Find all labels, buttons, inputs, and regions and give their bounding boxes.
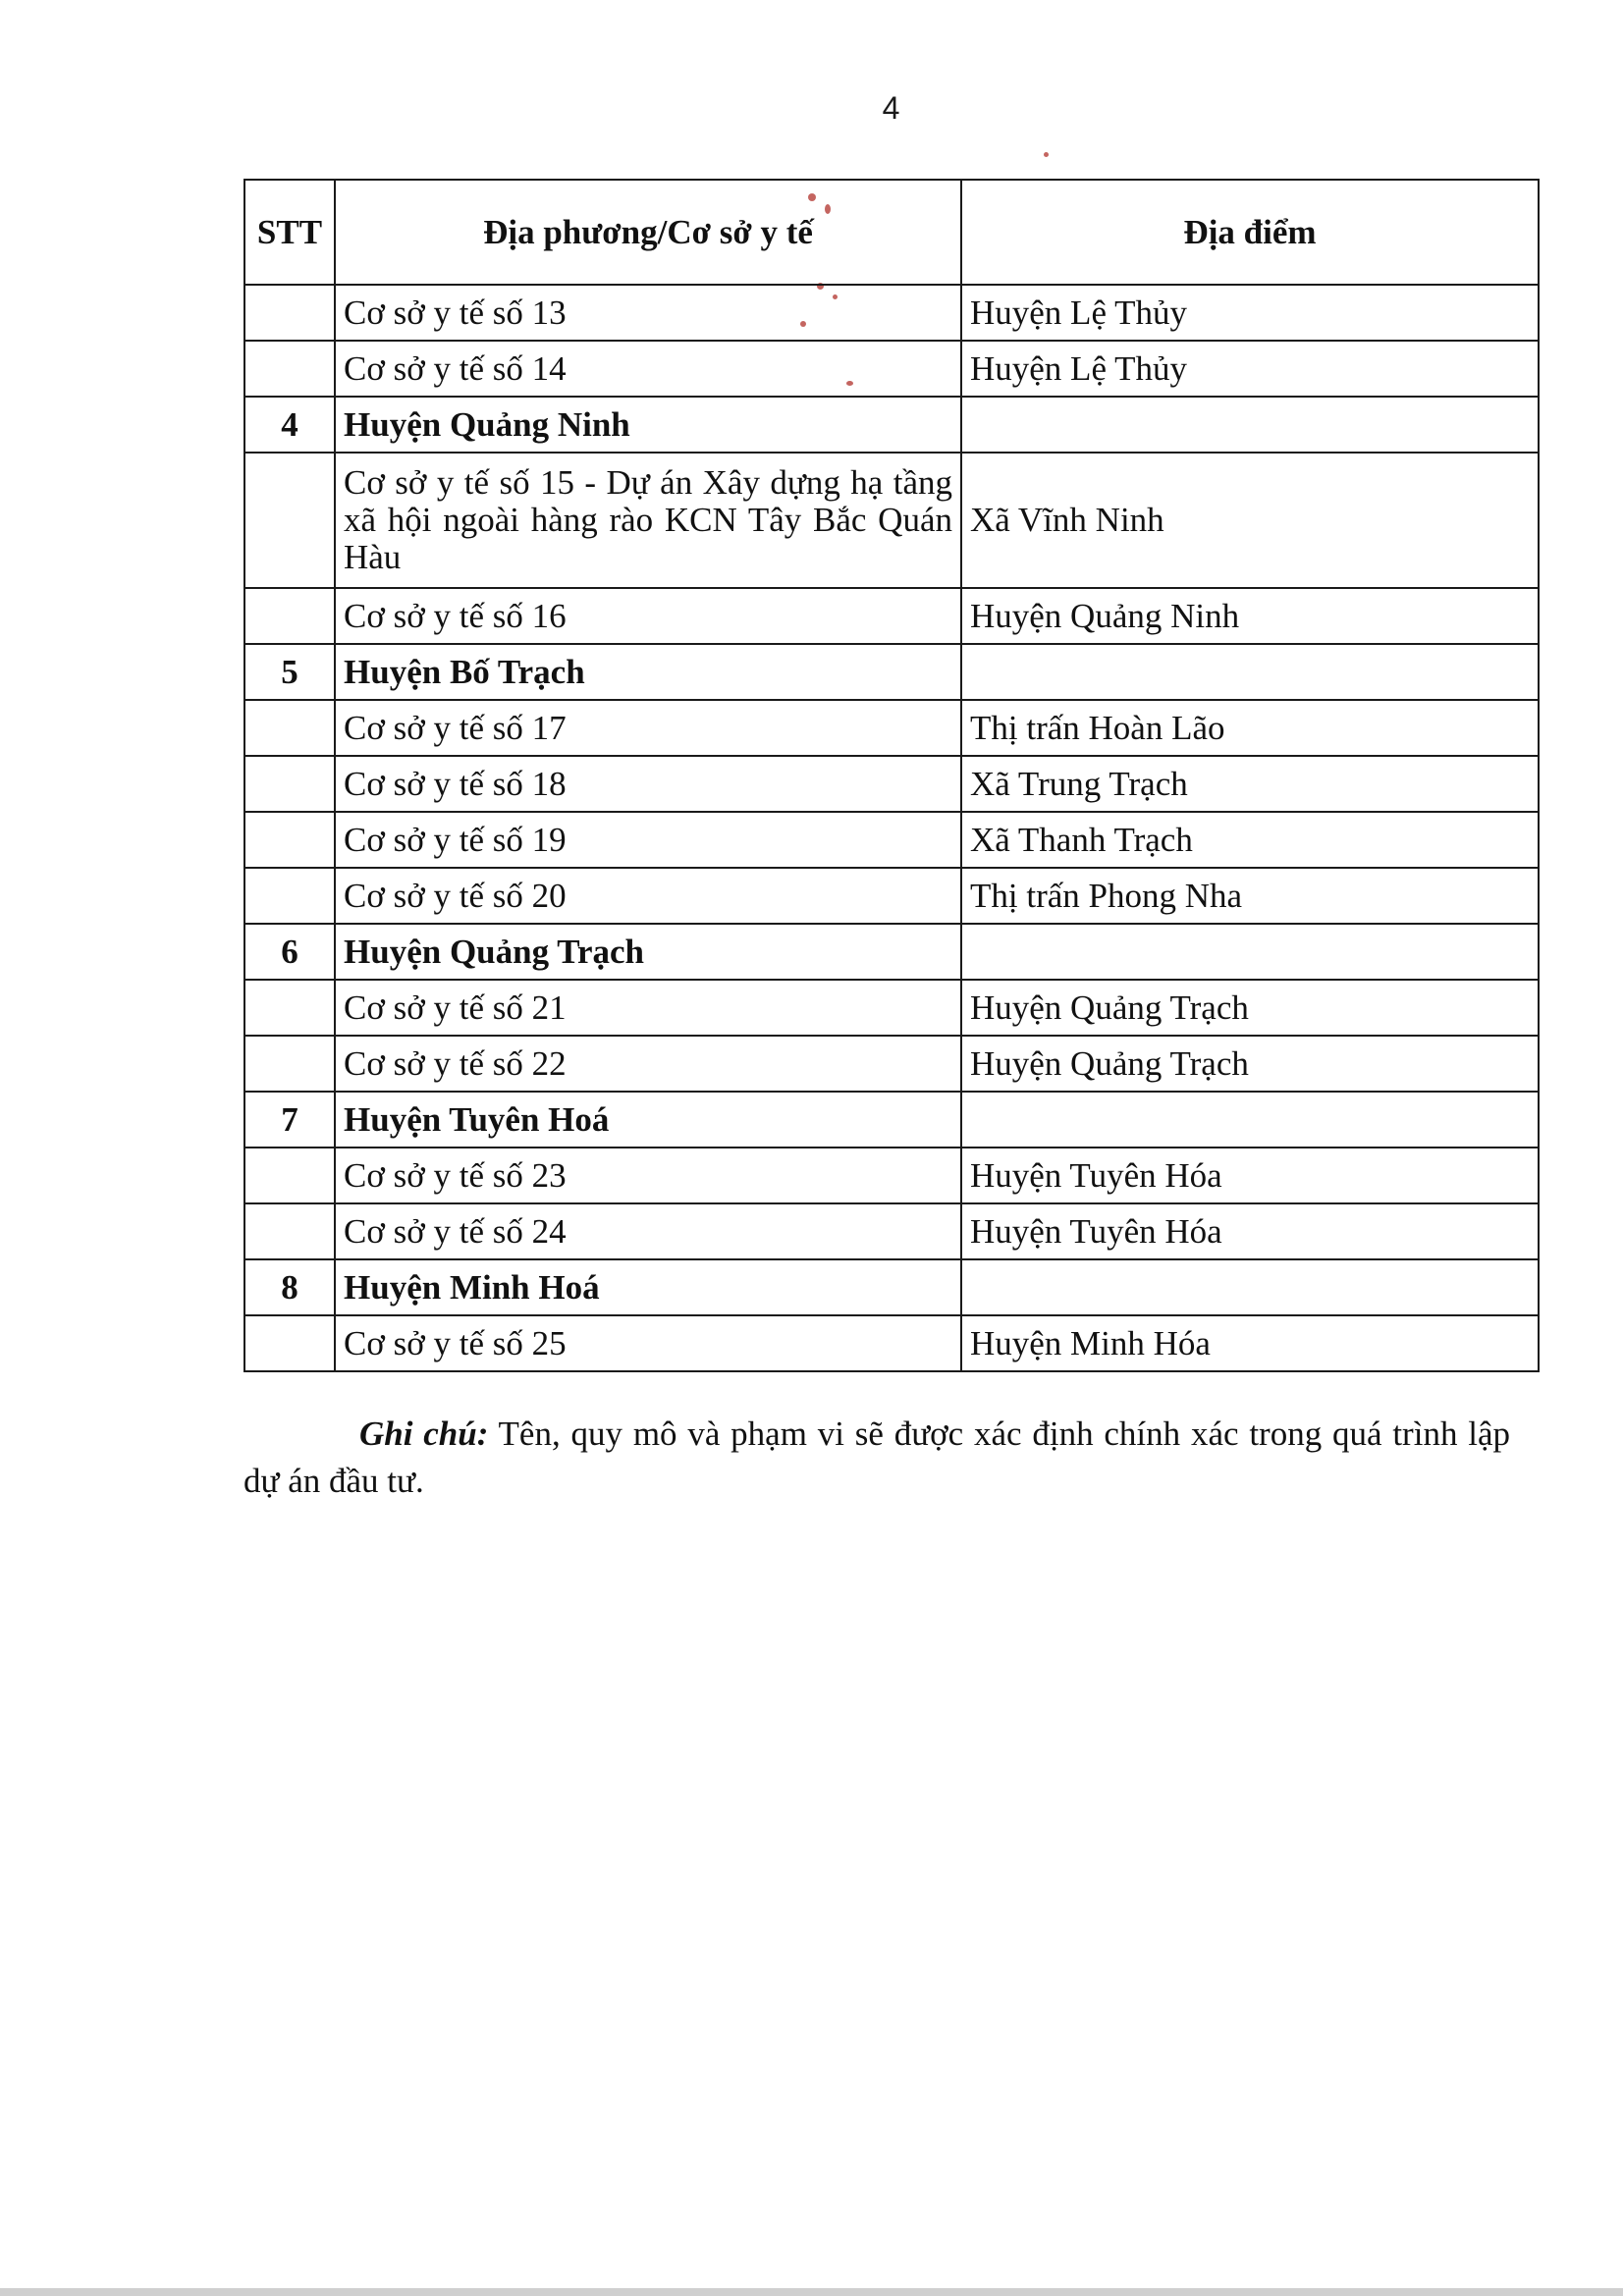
cell-stt <box>244 868 335 924</box>
cell-facility: Cơ sở y tế số 17 <box>335 700 961 756</box>
cell-stt: 4 <box>244 397 335 453</box>
table-row <box>244 868 1539 924</box>
cell-stt: 5 <box>244 644 335 700</box>
cell-facility: Cơ sở y tế số 22 <box>335 1036 961 1092</box>
cell-stt <box>244 700 335 756</box>
note-text: Tên, quy mô và phạm vi sẽ được xác định chính xác trong quá trình lập dự án đầu tư. <box>243 1415 1510 1500</box>
cell-district: Huyện Minh Hoá <box>335 1259 961 1315</box>
cell-location: Huyện Minh Hóa <box>961 1315 1539 1371</box>
cell-location: Huyện Quảng Ninh <box>961 588 1539 644</box>
cell-location: Huyện Tuyên Hóa <box>961 1203 1539 1259</box>
cell-stt: 7 <box>244 1092 335 1148</box>
cell-facility: Cơ sở y tế số 20 <box>335 868 961 924</box>
table-row <box>244 1036 1539 1092</box>
note <box>243 1411 1510 1505</box>
table-row <box>244 980 1539 1036</box>
cell-location: Xã Thanh Trạch <box>961 812 1539 868</box>
cell-facility: Cơ sở y tế số 25 <box>335 1315 961 1371</box>
cell-facility: Cơ sở y tế số 24 <box>335 1203 961 1259</box>
cell-facility: Cơ sở y tế số 21 <box>335 980 961 1036</box>
header-stt: STT <box>244 180 335 285</box>
note-label: Ghi chú: <box>359 1415 489 1453</box>
cell-location <box>961 1092 1539 1148</box>
table-group-row <box>244 924 1539 980</box>
cell-district: Huyện Quảng Ninh <box>335 397 961 453</box>
cell-location: Huyện Lệ Thủy <box>961 285 1539 341</box>
cell-location <box>961 397 1539 453</box>
facility-table <box>243 179 1540 1372</box>
cell-facility: Cơ sở y tế số 23 <box>335 1148 961 1203</box>
cell-stt <box>244 1203 335 1259</box>
cell-district: Huyện Tuyên Hoá <box>335 1092 961 1148</box>
table-group-row <box>244 644 1539 700</box>
scan-bottom-edge <box>0 2288 1623 2296</box>
cell-district: Huyện Quảng Trạch <box>335 924 961 980</box>
cell-stt <box>244 756 335 812</box>
header-name: Địa phương/Cơ sở y tế <box>335 180 961 285</box>
cell-stt <box>244 1036 335 1092</box>
table-row <box>244 1203 1539 1259</box>
cell-stt: 8 <box>244 1259 335 1315</box>
cell-location: Thị trấn Hoàn Lão <box>961 700 1539 756</box>
cell-stt <box>244 341 335 397</box>
table-body <box>244 285 1539 1371</box>
table-row <box>244 1148 1539 1203</box>
cell-location <box>961 644 1539 700</box>
table-group-row <box>244 1259 1539 1315</box>
cell-location <box>961 1259 1539 1315</box>
table-row <box>244 285 1539 341</box>
table-row <box>244 341 1539 397</box>
cell-facility: Cơ sở y tế số 14 <box>335 341 961 397</box>
cell-stt <box>244 980 335 1036</box>
cell-stt <box>244 1148 335 1203</box>
table-row <box>244 1315 1539 1371</box>
cell-stt <box>244 588 335 644</box>
cell-location: Xã Trung Trạch <box>961 756 1539 812</box>
table-header-row <box>244 180 1539 285</box>
cell-stt <box>244 453 335 588</box>
cell-location <box>961 924 1539 980</box>
cell-location: Huyện Quảng Trạch <box>961 980 1539 1036</box>
cell-facility: Cơ sở y tế số 15 - Dự án Xây dựng hạ tầng xã hội ngoài hàng rào KCN Tây Bắc Quán Hàu <box>335 453 961 588</box>
table-row <box>244 700 1539 756</box>
cell-location: Thị trấn Phong Nha <box>961 868 1539 924</box>
table-row <box>244 812 1539 868</box>
cell-stt <box>244 1315 335 1371</box>
cell-facility: Cơ sở y tế số 19 <box>335 812 961 868</box>
page-number: 4 <box>882 90 900 126</box>
cell-facility: Cơ sở y tế số 18 <box>335 756 961 812</box>
header-place: Địa điểm <box>961 180 1539 285</box>
cell-location: Huyện Lệ Thủy <box>961 341 1539 397</box>
table-row <box>244 756 1539 812</box>
cell-stt <box>244 285 335 341</box>
cell-stt <box>244 812 335 868</box>
cell-facility: Cơ sở y tế số 16 <box>335 588 961 644</box>
cell-location: Xã Vĩnh Ninh <box>961 453 1539 588</box>
cell-location: Huyện Tuyên Hóa <box>961 1148 1539 1203</box>
cell-stt: 6 <box>244 924 335 980</box>
table-row <box>244 588 1539 644</box>
cell-facility: Cơ sở y tế số 13 <box>335 285 961 341</box>
table-group-row <box>244 397 1539 453</box>
table-group-row <box>244 1092 1539 1148</box>
cell-location: Huyện Quảng Trạch <box>961 1036 1539 1092</box>
cell-district: Huyện Bố Trạch <box>335 644 961 700</box>
table-row <box>244 453 1539 588</box>
